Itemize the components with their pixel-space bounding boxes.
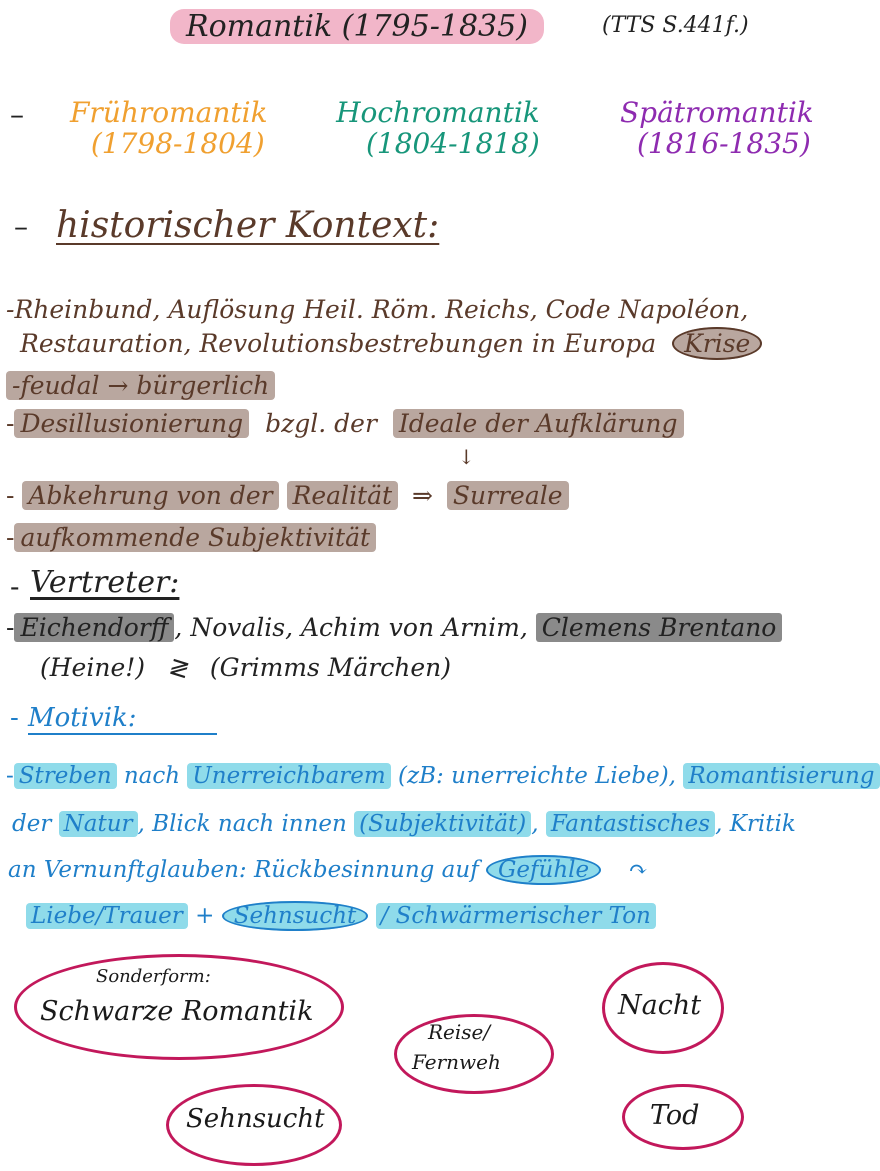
context-line-6-dash: -: [6, 523, 15, 552]
motivik-dash: -: [10, 703, 19, 733]
motivik-comma: ,: [531, 811, 539, 837]
epoch-hoch-years: (1804-1818): [366, 126, 540, 160]
motivik-line-2: [12, 812, 796, 837]
motivik-line-1: [6, 764, 880, 789]
motivik-blick: , Blick nach innen: [137, 811, 347, 837]
context-line-6-text: aufkommende Subjektivität: [14, 523, 376, 552]
context-line-2: [20, 330, 762, 358]
motivik-sehnsucht: Sehnsucht: [222, 901, 369, 931]
context-heading: historischer Kontext:: [56, 205, 440, 246]
epoch-frueh: [70, 98, 268, 160]
epoch-hoch-name: Hochromantik: [336, 96, 540, 129]
epoch-spaet: [620, 98, 814, 160]
page-title: [170, 10, 544, 43]
context-line-6: [6, 524, 376, 552]
motivik-ton: / Schwärmerischer Ton: [376, 903, 656, 929]
motivik-liebe-trauer: Liebe/Trauer: [26, 903, 188, 929]
context-line-5-highlight-2: Realität: [287, 481, 399, 510]
epoch-frueh-years: (1798-1804): [90, 126, 265, 160]
reference: (TTS S.441f.): [602, 13, 749, 38]
vertreter-dash: -: [10, 570, 20, 603]
krise-circled: Krise: [672, 327, 762, 360]
context-line-1: -Rheinbund, Auflösung Heil. Röm. Reichs, Code Napoléon,: [6, 295, 749, 324]
motivik-heading: Motivik:: [28, 704, 217, 735]
motivik-der: der: [12, 811, 52, 837]
context-line-5-dash: -: [6, 481, 23, 510]
epoch-dash: –: [10, 98, 24, 131]
motivik-natur: Natur: [59, 811, 138, 837]
vertreter-heine: (Heine!): [40, 653, 146, 682]
epoch-spaet-years: (1816-1835): [636, 126, 811, 160]
motivik-curved-arrow: ↷: [628, 857, 648, 883]
vertreter-line-1-text: , Novalis, Achim von Arnim,: [174, 613, 528, 642]
vertreter-eichendorff: Eichendorff: [14, 613, 174, 642]
tod-text: Tod: [650, 1100, 700, 1131]
context-line-5-arrow: ⇒: [412, 481, 433, 510]
context-line-4-highlight: Desillusionierung: [14, 409, 249, 438]
motivik-line-1-dash: -: [6, 763, 14, 789]
arrow-down: ↓: [458, 445, 475, 469]
context-line-4-highlight-2: Ideale der Aufklärung: [393, 409, 684, 438]
motivik-subjektivitaet: (Subjektivität): [354, 811, 531, 837]
context-line-4-text: bzgl. der: [265, 409, 377, 438]
vertreter-brentano: Clemens Brentano: [536, 613, 783, 642]
motivik-unerreichbarem: Unerreichbarem: [187, 763, 390, 789]
motivik-fantastisches: Fantastisches: [546, 811, 715, 837]
reise-text-2: Fernweh: [412, 1050, 501, 1074]
reise-text-1: Reise/: [428, 1020, 491, 1044]
epoch-frueh-name: Frühromantik: [70, 96, 268, 129]
vertreter-line-2: [40, 654, 451, 682]
context-line-5-highlight-3: Surreale: [447, 481, 569, 510]
epoch-hoch: [336, 98, 540, 160]
motivik-romantisierung: Romantisierung: [683, 763, 879, 789]
epoch-spaet-name: Spätromantik: [620, 96, 814, 129]
sehnsucht-text: Sehnsucht: [186, 1104, 325, 1134]
context-line-3: [6, 372, 275, 400]
motivik-line-4: [26, 904, 656, 929]
context-line-4: [6, 410, 684, 438]
vertreter-arrow: ≷: [167, 653, 188, 682]
vertreter-line-1: [6, 614, 782, 642]
sonderform-label: Sonderform:: [96, 966, 211, 987]
motivik-kritik: , Kritik: [715, 811, 796, 837]
motivik-vernunft: an Vernunftglauben: Rückbesinnung auf: [8, 857, 479, 883]
context-line-3-text: -feudal → bürgerlich: [6, 371, 275, 400]
context-line-2-text: Restauration, Revolutionsbestrebungen in Europa: [20, 329, 657, 358]
context-line-5: [6, 482, 569, 510]
vertreter-line-1-dash: -: [6, 613, 15, 642]
motivik-streben: Streben: [14, 763, 117, 789]
nacht-text: Nacht: [618, 990, 702, 1021]
sonderform-text: Schwarze Romantik: [40, 996, 314, 1027]
motivik-plus: +: [195, 903, 215, 929]
context-line-4-dash: -: [6, 409, 15, 438]
title-highlight: Romantik (1795-1835): [170, 9, 544, 44]
motivik-gefuehle: Gefühle: [486, 855, 601, 885]
context-dash: –: [14, 210, 28, 243]
context-line-5-highlight: Abkehrung von der: [22, 481, 278, 510]
motivik-beispiel: (zB: unerreichte Liebe),: [398, 763, 676, 789]
vertreter-grimm: (Grimms Märchen): [209, 653, 451, 682]
motivik-nach: nach: [123, 763, 181, 789]
vertreter-heading: Vertreter:: [30, 565, 180, 600]
motivik-line-3: [8, 858, 648, 883]
